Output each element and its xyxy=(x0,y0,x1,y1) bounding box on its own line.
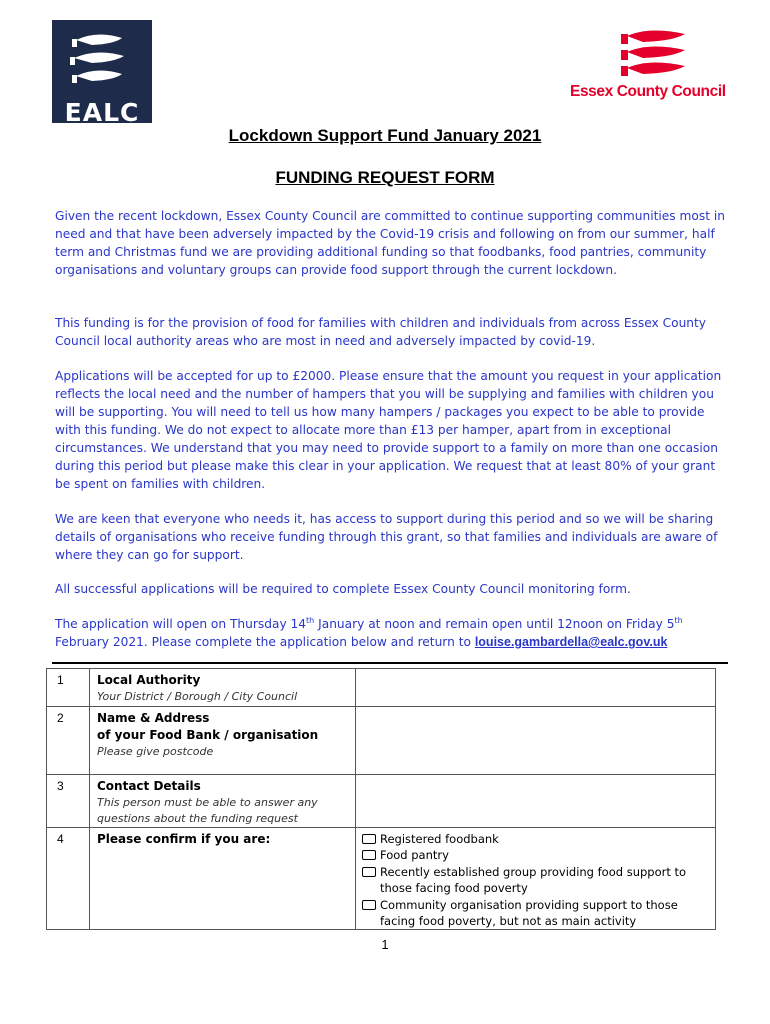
contact-details-label: Contact Details xyxy=(97,779,201,793)
option-recently-established-group[interactable]: Recently established group providing food support to those facing food poverty xyxy=(362,864,715,897)
checkbox-icon[interactable] xyxy=(362,834,376,844)
checkbox-icon[interactable] xyxy=(362,867,376,877)
local-authority-hint: Your District / Borough / City Council xyxy=(97,690,298,703)
confirm-type-label: Please confirm if you are: xyxy=(97,832,271,846)
organisation-type-options xyxy=(356,828,716,930)
table-row xyxy=(47,669,716,707)
ecc-logo-text: Essex County Council xyxy=(570,83,726,100)
option-registered-foodbank[interactable]: Registered foodbank xyxy=(362,831,715,847)
purpose-paragraph: This funding is for the provision of food for families with children and individuals from across Essex County Council local authority areas who are most in need and adversely impacted by covid-19. xyxy=(55,316,707,348)
option-food-pantry[interactable]: Food pantry xyxy=(362,847,715,863)
checkbox-icon[interactable] xyxy=(362,850,376,860)
name-address-label: Name & Address xyxy=(97,711,210,725)
row-number: 4 xyxy=(47,828,90,930)
ealc-logo-text: EALC xyxy=(64,98,140,127)
applications-paragraph: Applications will be accepted for up to £2000. Please ensure that the amount you request in your application reflects the local need and the number of hampers that you will be supplying and families with children you will be supporting. You will need to tell us how many hampers / packages you expect to be able to provide with this funding. We do not expect to allocate more than £13 per hamper, apart from in exceptional circumstances. We understand that you may need to provide support to a family on more than one occasion during this period but please make this clear in your application. We request that at least 80% of your grant be spent on families with children. xyxy=(55,369,722,491)
checkbox-icon[interactable] xyxy=(362,900,376,910)
option-community-organisation[interactable]: Community organisation providing support to those facing food poverty, but not as main activity xyxy=(362,897,715,930)
contact-details-hint-line2: questions about the funding request xyxy=(97,812,298,825)
row-number: 3 xyxy=(47,775,90,828)
row-label-cell xyxy=(90,775,356,828)
document-subtitle: FUNDING REQUEST FORM xyxy=(275,168,495,187)
funding-request-table xyxy=(46,668,716,930)
seaxes-emblem-icon xyxy=(615,26,695,82)
page-number: 1 xyxy=(381,937,389,952)
name-address-input[interactable] xyxy=(356,707,716,775)
name-address-label-line2: of your Food Bank / organisation xyxy=(97,728,319,742)
contact-email-link[interactable]: louise.gambardella@ealc.gov.uk xyxy=(474,635,668,649)
document-title: Lockdown Support Fund January 2021 xyxy=(228,126,542,145)
contact-details-hint: This person must be able to answer any xyxy=(97,796,318,809)
contact-details-input[interactable] xyxy=(356,775,716,828)
table-row xyxy=(47,775,716,828)
row-label-cell xyxy=(90,828,356,930)
row-label-cell xyxy=(90,707,356,775)
monitoring-paragraph: All successful applications will be required to complete Essex County Council monitoring form. xyxy=(55,582,631,596)
row-label-cell xyxy=(90,669,356,707)
section-divider xyxy=(52,662,728,664)
local-authority-label: Local Authority xyxy=(97,673,201,687)
ealc-logo xyxy=(52,20,152,127)
intro-paragraph: Given the recent lockdown, Essex County Council are committed to continue supporting communities most in need and that have been adversely impacted by the Covid-19 crisis and following on from our summer, half term and Christmas fund we are providing additional funding so that foodbanks, food pantries, community organisations and voluntary groups can provide food support through the current lockdown. xyxy=(55,209,725,277)
name-address-hint: Please give postcode xyxy=(97,745,214,758)
essex-county-council-logo xyxy=(570,26,740,106)
row-number: 1 xyxy=(47,669,90,707)
local-authority-input[interactable] xyxy=(356,669,716,707)
table-row xyxy=(47,828,716,930)
table-row xyxy=(47,707,716,775)
sharing-paragraph: We are keen that everyone who needs it, has access to support during this period and so we will be sharing details of organisations who receive funding through this grant, so that families and individuals are aware of where they can go for support. xyxy=(55,512,718,562)
dates-paragraph: The application will open on Thursday 14th January at noon and remain open until 12noon on Friday 5th February 2021. Please complete the application below and return to louise.gambardella@ealc.gov.uk xyxy=(55,615,683,649)
seaxes-emblem-icon xyxy=(52,20,152,100)
row-number: 2 xyxy=(47,707,90,775)
